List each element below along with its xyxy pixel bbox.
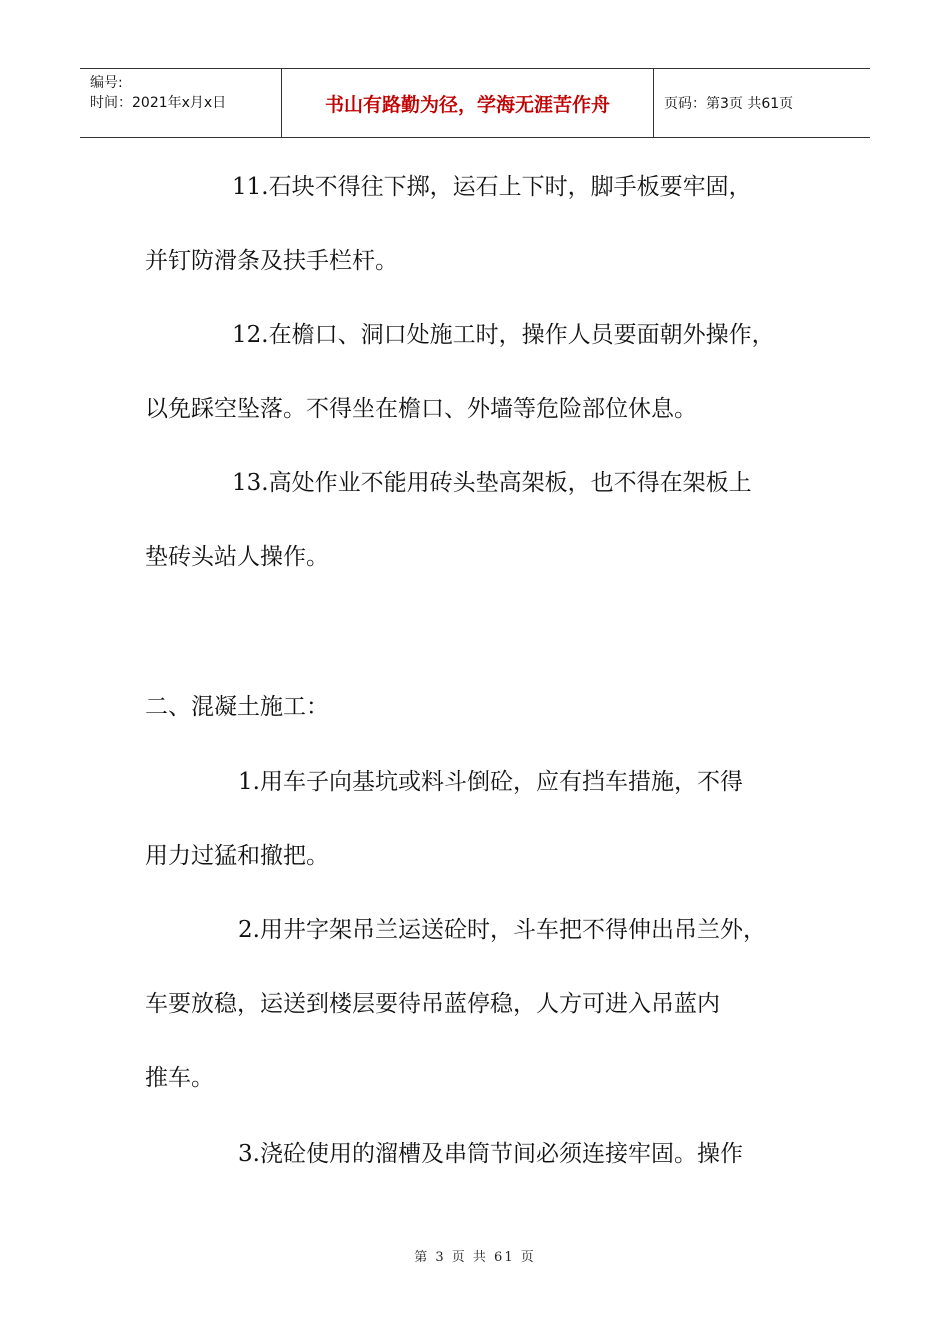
header-meta	[80, 69, 282, 137]
paragraph-line: 车要放稳，运送到楼层要待吊蓝停稳，人方可进入吊蓝内	[145, 991, 720, 1017]
paragraph-line: 2.用井字架吊兰运送砼时，斗车把不得伸出吊兰外，	[238, 917, 766, 943]
paragraph-line: 11.石块不得往下掷，运石上下时，脚手板要牢固，	[232, 174, 752, 200]
page-header	[80, 68, 870, 138]
paragraph-line: 以免踩空坠落。不得坐在檐口、外墙等危险部位休息。	[145, 396, 697, 422]
paragraph-line: 3.浇砼使用的溜槽及串筒节间必须连接牢固。操作	[238, 1141, 743, 1167]
document-date: 时间：2021年x月x日	[90, 95, 227, 111]
paragraph-line: 12.在檐口、洞口处施工时，操作人员要面朝外操作，	[232, 322, 775, 348]
paragraph-line: 并钉防滑条及扶手栏杆。	[145, 248, 398, 274]
document-number: 编号:	[90, 75, 123, 91]
paragraph-line: 推车。	[145, 1065, 214, 1091]
paragraph-line: 1.用车子向基坑或料斗倒砼，应有挡车措施，不得	[238, 769, 743, 795]
header-motto: 书山有路勤为径，学海无涯苦作舟	[282, 69, 654, 137]
paragraph-line: 用力过猛和撤把。	[145, 843, 329, 869]
paragraph-line: 13.高处作业不能用砖头垫高架板，也不得在架板上	[232, 470, 752, 496]
paragraph-line: 垫砖头站人操作。	[145, 544, 329, 570]
header-page-info: 页码：第3页 共61页	[664, 96, 794, 112]
page-footer: 第 3 页 共 61 页	[414, 1250, 536, 1265]
section-heading: 二、混凝土施工：	[145, 694, 329, 720]
